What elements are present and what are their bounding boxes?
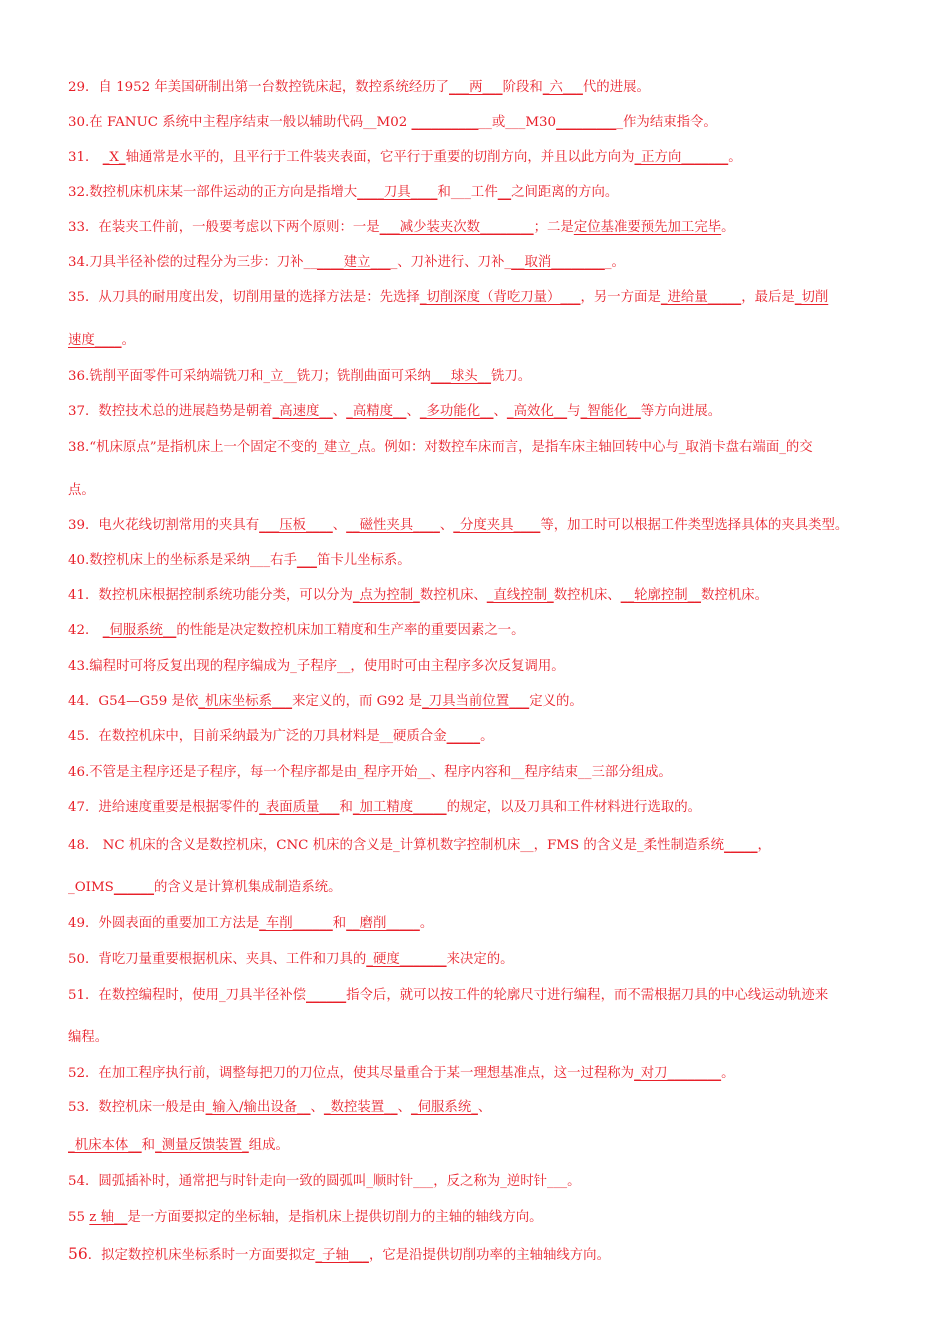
question-text: 、 [310, 1100, 324, 1115]
question-text: 代的进展。 [582, 80, 650, 95]
answer-blank: 定位基准要预先加工完毕 [573, 220, 722, 235]
answer-blank: _机床本体__ [68, 1138, 142, 1153]
answer-blank: ___压板____ [259, 518, 333, 533]
answer-blank: _伺服系统_ [410, 1100, 478, 1115]
question-text: 、 [332, 404, 347, 419]
question-text: 40.数控机床上的坐标系是采纳___右手 [68, 553, 297, 568]
answer-blank: _________ [556, 115, 617, 130]
answer-blank: _正方向_______ [634, 150, 729, 165]
question-text: 数控机床。 [701, 588, 768, 603]
answer-blank: _子轴___ [315, 1248, 369, 1263]
answer-blank: ___ [296, 553, 317, 568]
question-line [68, 438, 888, 458]
question-text: 来决定的。 [446, 952, 514, 967]
question-line [68, 331, 888, 351]
question-line [68, 288, 888, 308]
question-text: 等方向进展。 [640, 404, 722, 419]
question-line [68, 586, 888, 606]
question-text: 、 [406, 404, 420, 419]
answer-blank: ____刀具____ [357, 185, 438, 200]
answer-blank: __取消________ [511, 255, 605, 270]
question-text: 数控机床、 [419, 588, 487, 603]
question-text: 来定义的，而 G92 是 [292, 694, 423, 709]
answer-blank: _高速度__ [272, 404, 333, 419]
question-text: 的含义是计算机集成制造系统。 [154, 880, 342, 895]
answer-blank: _多功能化__ [419, 404, 494, 419]
question-text: 43.编程时可将反复出现的程序编成为_子程序__，使用时可由主程序多次反复调用。 [68, 659, 565, 674]
question-text: 39．电火花线切割常用的夹具有 [68, 518, 260, 533]
question-text: 37．数控技术总的进展趋势是朝着 [68, 404, 273, 419]
question-text: 和 [141, 1138, 156, 1153]
question-text: 、 [397, 1100, 411, 1115]
answer-blank: _直线控制_ [486, 588, 554, 603]
answer-blank: _表面质量___ [259, 800, 340, 815]
question-text: 30.在 FANUC 系统中主程序结束一般以辅助代码__M02 [68, 115, 412, 130]
answer-blank: _数控装置__ [323, 1100, 398, 1115]
question-text: 。 [121, 333, 135, 348]
question-line [68, 836, 888, 856]
answer-blank: _加工精度_____ [352, 800, 447, 815]
question-text: 52．在加工程序执行前，调整每把刀的刀位点，使其尽量重合于某一理想基准点，这一过程称为 [68, 1066, 635, 1081]
question-text: _、刀补进行、刀补_ [390, 255, 512, 270]
question-line [68, 657, 888, 677]
answer-blank: _车削______ [259, 916, 333, 931]
answer-blank: _伺服系统__ [102, 623, 177, 638]
question-text: 、 [332, 518, 347, 533]
answer-blank: _____ [724, 838, 758, 853]
answer-blank: _____ [446, 729, 481, 744]
answer-blank: _智能化__ [580, 404, 641, 419]
question-text: 。 [728, 150, 742, 165]
question-text: 的规定，以及刀具和工件材料进行选取的。 [446, 800, 702, 815]
answer-blank: _输入/输出设备__ [205, 1100, 311, 1115]
question-text: ．拟定数控机床坐标系时一方面要拟定 [87, 1248, 316, 1263]
question-line [68, 253, 888, 273]
question-text: 、 [493, 404, 507, 419]
question-text: _OIMS [68, 880, 114, 895]
question-text: 51．在数控编程时，使用_刀具半径补偿 [68, 988, 306, 1003]
question-line [68, 986, 888, 1006]
question-text: 36.铣削平面零件可采纳端铣刀和_立__铣刀；铣削曲面可采纳 [68, 369, 431, 384]
answer-blank: _切削 [794, 290, 829, 305]
question-text: 之间距离的方向。 [511, 185, 619, 200]
question-line [68, 621, 888, 641]
answer-blank: _X_ [102, 150, 126, 165]
question-text: __或___M30 [478, 115, 557, 130]
question-text: 32.数控机床机床某一部件运动的正方向是指增大 [68, 185, 358, 200]
question-line [68, 516, 888, 536]
question-text: 41．数控机床根据控制系统功能分类，可以分为 [68, 588, 353, 603]
question-text: 阶段和 [502, 80, 543, 95]
question-line [68, 218, 888, 238]
question-text: 、 [439, 518, 454, 533]
question-line [68, 878, 888, 898]
question-text: _。 [604, 255, 625, 270]
question-line [68, 148, 888, 168]
question-text: 。 [480, 729, 494, 744]
question-text: 42． [68, 623, 103, 638]
question-text: 46.不管是主程序还是子程序，每一个程序都是由_程序开始__、程序内容和__程序结束__三部分组成。 [68, 765, 672, 780]
question-text: 31． [68, 150, 103, 165]
question-text: 34.刀具半径补偿的过程分为三步：刀补__ [68, 255, 317, 270]
question-text: 是一方面要拟定的坐标轴，是指机床上提供切削力的主轴的轴线方向。 [127, 1210, 543, 1225]
question-text: 和 [332, 916, 347, 931]
question-line [68, 367, 888, 387]
question-text: ；二是 [533, 220, 574, 235]
question-line [68, 1028, 888, 1048]
question-text: 33．在装夹工件前，一般要考虑以下两个原则：一是 [68, 220, 380, 235]
answer-blank: __轮廓控制__ [620, 588, 702, 603]
question-text: 组成。 [248, 1138, 289, 1153]
question-text: ，它是沿提供切削功率的主轴轴线方向。 [368, 1248, 610, 1263]
answer-blank: _切削深度（背吃刀量）___ [419, 290, 581, 305]
question-text: 轴通常是水平的，且平行于工件装夹表面，它平行于重要的切削方向，并且以此方向为 [125, 150, 635, 165]
answer-blank: __磁性夹具____ [346, 518, 440, 533]
question-text: ，另一方面是 [580, 290, 661, 305]
answer-blank: _高效化__ [506, 404, 568, 419]
question-text: 。 [419, 916, 434, 931]
question-line [68, 481, 888, 501]
question-line [68, 113, 888, 133]
question-text: 29．自 1952 年美国研制出第一台数控铣床起，数控系统经历了 [68, 80, 450, 95]
answer-blank: ______ [305, 988, 347, 1003]
question-line [68, 1172, 888, 1192]
answer-blank: ___两___ [449, 80, 503, 95]
question-text: 49．外圆表面的重要加工方法是 [68, 916, 260, 931]
question-line [68, 950, 888, 970]
question-text: 55 [68, 1210, 90, 1225]
answer-blank: _分度夹具____ [453, 518, 541, 533]
question-line [68, 1136, 888, 1156]
answer-blank: __磨削_____ [346, 916, 420, 931]
question-text: 。 [721, 220, 735, 235]
question-text: 与 [567, 404, 581, 419]
question-text: 定义的。 [529, 694, 583, 709]
question-text: 38.“机床原点”是指机床上一个固定不变的_建立_点。例如：对数控车床而言，是指车床主轴回转中心与_取消卡盘右端面_的交 [68, 440, 813, 455]
question-line [68, 402, 888, 422]
question-line [68, 1064, 888, 1084]
question-text: ，最后是 [741, 290, 795, 305]
answer-blank: _高精度__ [346, 404, 407, 419]
question-line [68, 551, 888, 571]
question-line [68, 1098, 888, 1118]
question-text: 和 [339, 800, 353, 815]
answer-blank: _点为控制_ [352, 588, 420, 603]
answer-blank: _测量反馈装置_ [155, 1138, 249, 1153]
question-line [68, 914, 888, 934]
question-text: 44．G54—G59 是依 [68, 694, 199, 709]
answer-blank: ______ [113, 880, 155, 895]
answer-blank: _对刀________ [634, 1066, 722, 1081]
question-text: _作为结束指令。 [616, 115, 717, 130]
question-text: 、 [477, 1100, 492, 1115]
question-text: 53．数控机床一般是由 [68, 1100, 206, 1115]
question-text: 。 [721, 1066, 735, 1081]
question-line [68, 1244, 888, 1266]
question-text: 和___工件 [437, 185, 498, 200]
question-text: 笛卡儿坐标系。 [316, 553, 411, 568]
answer-blank: _刀具当前位置___ [422, 694, 530, 709]
answer-blank: _进给量_____ [660, 290, 742, 305]
question-text: 54．圆弧插补时，通常把与时针走向一致的圆弧叫_顺时针___，反之称为_逆时针___。 [68, 1174, 581, 1189]
answer-blank: ___球头__ [430, 369, 492, 384]
question-line [68, 78, 888, 98]
answer-blank: z 轴__ [89, 1210, 128, 1225]
question-text: 47．进给速度重要是根据零件的 [68, 800, 260, 815]
answer-blank: __ [497, 185, 512, 200]
question-text: 数控机床、 [553, 588, 621, 603]
question-text: ， [757, 838, 771, 853]
question-text: 35．从刀具的耐用度出发，切削用量的选择方法是：先选择 [68, 290, 420, 305]
question-text: 铣刀。 [491, 369, 532, 384]
question-text: 50．背吃刀量重要根据机床、夹具、工件和刀具的 [68, 952, 367, 967]
question-line [68, 727, 888, 747]
answer-blank: 速度____ [68, 333, 122, 348]
question-text: 编程。 [68, 1030, 109, 1045]
question-text: 48． NC 机床的含义是数控机床，CNC 机床的含义是_计算机数字控制机床__，FMS 的含义是_柔性制造系统 [68, 838, 725, 853]
question-line [68, 692, 888, 712]
question-line [68, 798, 888, 818]
answer-blank: __________ [411, 115, 479, 130]
question-line [68, 763, 888, 783]
answer-blank: ___减少装夹次数________ [379, 220, 534, 235]
question-line [68, 183, 888, 203]
answer-blank: _机床坐标系___ [198, 694, 293, 709]
question-text: 等，加工时可以根据工件类型选择具体的夹具类型。 [540, 518, 849, 533]
question-text: 45．在数控机床中，目前采纳最为广泛的刀具材料是__硬质合金 [68, 729, 447, 744]
question-text: 56 [68, 1245, 88, 1263]
answer-blank: _六___ [542, 80, 583, 95]
question-line [68, 1208, 888, 1228]
question-text: 点。 [68, 483, 95, 498]
answer-blank: _硬度_______ [366, 952, 447, 967]
question-text: 指令后，就可以按工件的轮廓尺寸进行编程，而不需根据刀具的中心线运动轨迹来 [346, 988, 829, 1003]
question-text: 的性能是决定数控机床加工精度和生产率的重要因素之一。 [176, 623, 525, 638]
answer-blank: ____建立___ [316, 255, 391, 270]
